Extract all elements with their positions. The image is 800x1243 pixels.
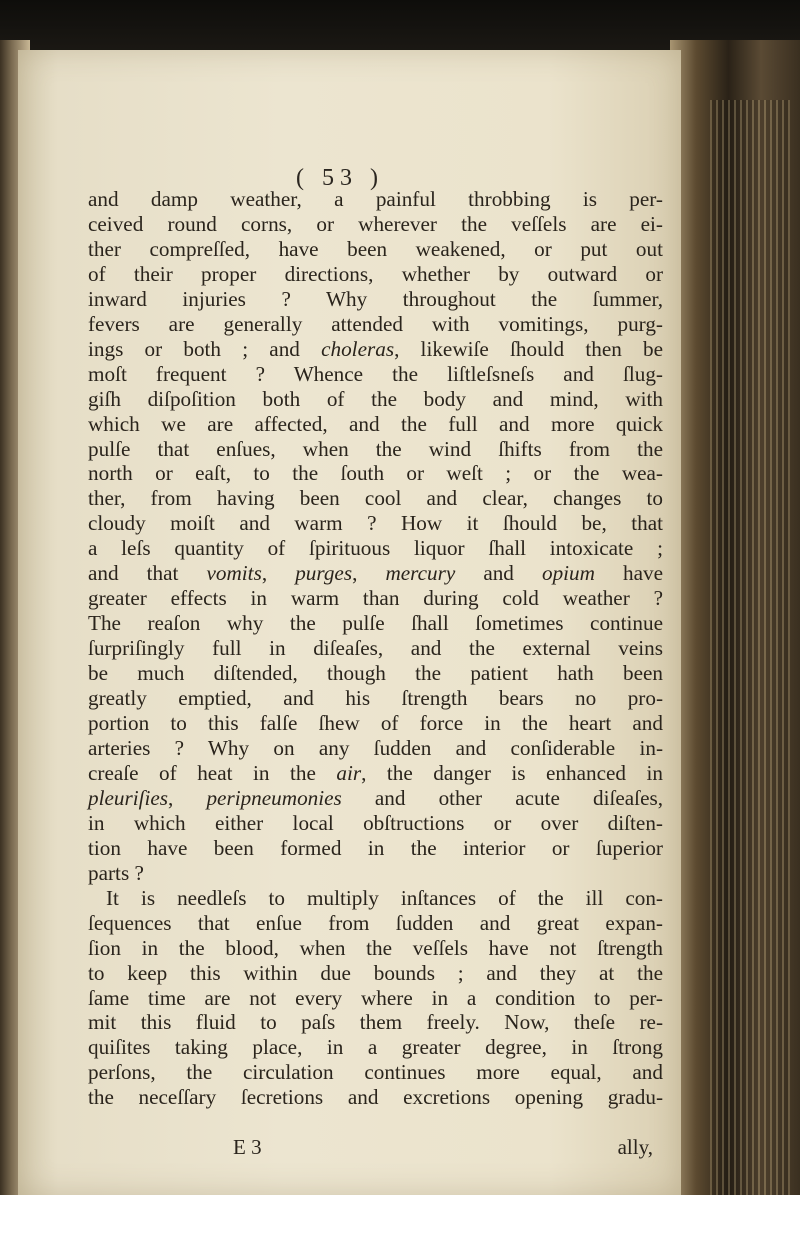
text-line: ſion in the blood, when the veſſels have not ſtrength — [88, 935, 663, 960]
italic-term: pleuriſies — [88, 785, 169, 810]
text-line: arteries ? Why on any ſudden and conſiderable in- — [88, 735, 663, 760]
text-line: ther compreſſed, have been weakened, or put out — [88, 236, 663, 261]
signature-mark: E 3 — [233, 1135, 262, 1159]
text-line: greater effects in warm than during cold weather ? — [88, 586, 663, 611]
text-line: the neceſſary ſecretions and excretions opening gradu- — [88, 1085, 663, 1110]
text-line: parts ? — [88, 860, 144, 885]
page-footer — [88, 1135, 663, 1161]
text-line: and damp weather, a painful throbbing is per- — [88, 187, 663, 211]
text-line: giſh diſpoſition both of the body and mind, with — [88, 386, 663, 411]
text-line: pulſe that enſues, when the wind ſhifts from the — [88, 436, 663, 461]
text-line: ceived round corns, or wherever the veſſels are ei- — [88, 211, 663, 236]
text-line: tion have been formed in the interior or ſuperior — [88, 835, 663, 860]
text-line: moſt frequent ? Whence the liſtleſsneſs and ſlug- — [88, 361, 663, 386]
text-line: be much diſtended, though the patient hath been — [88, 661, 663, 686]
text-line: greatly emptied, and his ſtrength bears no pro- — [88, 686, 663, 711]
text-line: ſame time are not every where in a condition to per- — [88, 985, 663, 1010]
italic-term: purges — [295, 561, 353, 586]
text-line: north or eaſt, to the ſouth or weſt ; or the wea- — [88, 461, 663, 486]
text-line: a leſs quantity of ſpirituous liquor ſhall intoxicate ; — [88, 536, 663, 561]
text-line: ſurpriſingly full in diſeaſes, and the external veins — [88, 636, 663, 661]
italic-term: opium — [541, 561, 595, 586]
italic-term: vomits — [206, 561, 262, 586]
page-body-text — [88, 187, 663, 1110]
text-line: which we are affected, and the full and more quick — [88, 411, 663, 436]
italic-term: choleras — [321, 336, 395, 361]
text-line: perſons, the circulation continues more equal, and — [88, 1060, 663, 1085]
text-line: creaſe of heat in the air, the danger is enhanced in — [88, 760, 663, 785]
text-line: ings or both ; and choleras, likewiſe ſhould then be — [88, 336, 664, 361]
text-line: to keep this within due bounds ; and they at the — [88, 960, 663, 985]
text-line: and that vomits, purges, mercury and opium have — [88, 561, 663, 586]
scan-background-bottom — [0, 1195, 800, 1243]
text-line: of their proper directions, whether by outward or — [88, 261, 663, 286]
text-line: ther, from having been cool and clear, changes to — [88, 486, 663, 511]
text-line: The reaſon why the pulſe ſhall ſometimes continue — [88, 611, 663, 636]
text-line: cloudy moiſt and warm ? How it ſhould be, that — [88, 511, 663, 536]
text-line: fevers are generally attended with vomitings, purg- — [88, 311, 663, 336]
text-line: quiſites taking place, in a greater degree, in ſtrong — [88, 1035, 663, 1060]
text-line: pleuriſies, peripneumonies and other acute diſeaſes, — [88, 785, 664, 810]
page-number-header: ( 53 ) — [296, 165, 384, 191]
catchword: ally, — [617, 1135, 653, 1159]
text-line: in which either local obſtructions or over diſten- — [88, 810, 663, 835]
text-line: It is needleſs to multiply inſtances of the ill con- — [106, 885, 663, 910]
italic-term: peripneumonies — [206, 785, 342, 810]
book-spine — [670, 40, 800, 1220]
text-line: inward injuries ? Why throughout the ſummer, — [88, 286, 663, 311]
italic-term: air — [336, 760, 362, 785]
text-line: ſequences that enſue from ſudden and great expan- — [88, 910, 663, 935]
text-line: mit this fluid to paſs them freely. Now, theſe re- — [88, 1010, 663, 1035]
italic-term: mercury — [385, 561, 456, 586]
text-line: portion to this falſe ſhew of force in the heart and — [88, 711, 663, 736]
